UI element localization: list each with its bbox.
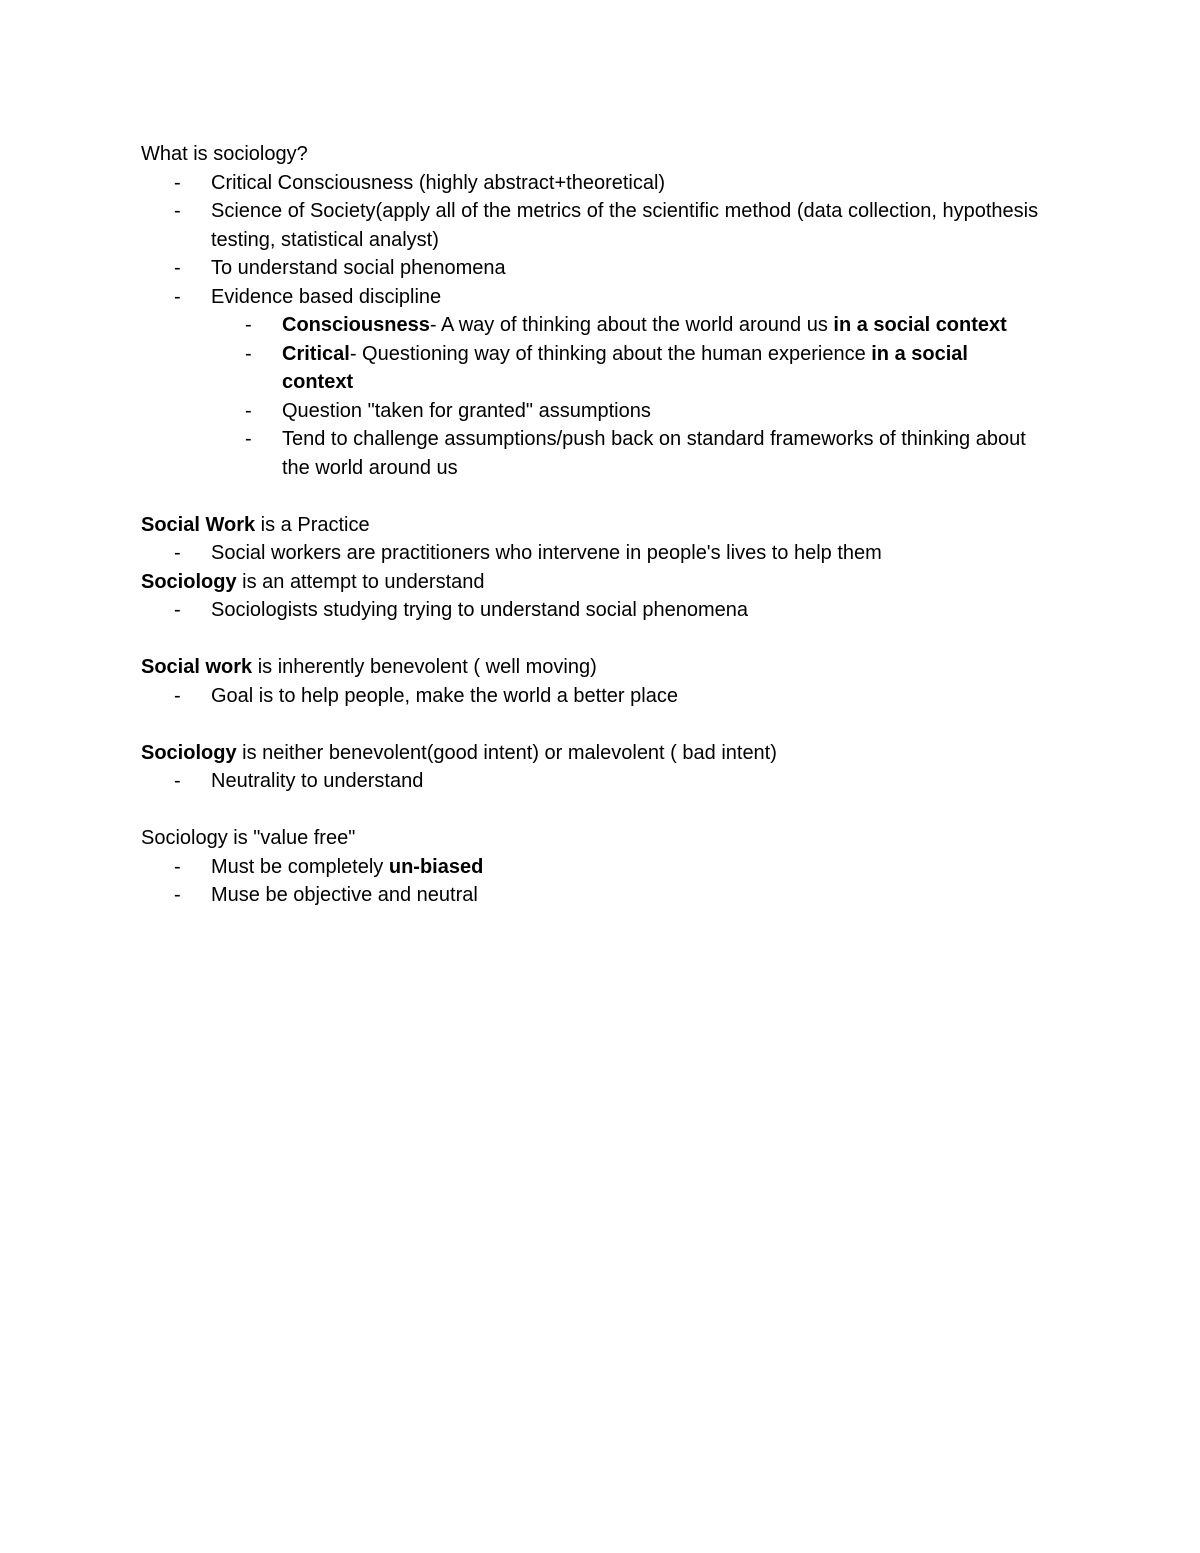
bullet-dash: - — [174, 257, 181, 279]
list-item — [141, 682, 1041, 711]
blank-line — [141, 796, 1041, 825]
section-heading-social-work-practice — [141, 511, 1041, 540]
definition-text: - Questioning way of thinking about the human experience — [349, 342, 872, 365]
sub-list-item-consciousness — [141, 311, 1041, 340]
bullet-dash: - — [245, 428, 252, 450]
blank-line — [141, 482, 1041, 511]
term-sociology: Sociology — [141, 570, 237, 593]
blank-line — [141, 625, 1041, 654]
list-item-text: Science of Society(apply all of the metrics of the scientific method (data collection, hypothesis testing, statistical analyst) — [211, 200, 1039, 251]
bullet-dash: - — [174, 884, 181, 906]
list-item — [141, 197, 1041, 254]
term-sociology: Sociology — [141, 741, 237, 764]
blank-line — [141, 710, 1041, 739]
bullet-dash: - — [174, 599, 181, 621]
list-item-text: Tend to challenge assumptions/push back on standard frameworks of thinking about the world around us — [282, 428, 1026, 479]
bullet-dash: - — [245, 314, 252, 336]
bullet-dash: - — [174, 200, 181, 222]
emphasis-text: un-biased — [388, 855, 484, 878]
emphasis-text: in a social context — [833, 314, 1007, 336]
list-item — [141, 169, 1041, 198]
list-item-text: Question "taken for granted" assumptions — [282, 399, 651, 422]
bullet-dash: - — [245, 399, 252, 422]
document-body — [141, 140, 1041, 910]
list-item — [141, 254, 1041, 283]
sub-list-item — [141, 425, 1041, 482]
term-consciousness: Consciousness — [282, 314, 430, 336]
heading-text: is an attempt to understand — [236, 570, 485, 593]
list-item-text: Evidence based discipline — [211, 285, 442, 308]
list-item — [141, 596, 1041, 625]
list-item-text: Must be completely — [211, 855, 389, 878]
bullet-dash: - — [174, 855, 181, 878]
heading-text: is inherently benevolent ( well moving) — [252, 656, 597, 678]
section-heading-value-free: Sociology is "value free" — [141, 827, 356, 849]
bullet-dash: - — [174, 542, 181, 564]
list-item — [141, 539, 1041, 568]
list-item-text: To understand social phenomena — [211, 257, 506, 279]
heading-text: is a Practice — [255, 513, 370, 536]
sub-list-item-critical — [141, 340, 1041, 397]
term-social-work: Social work — [141, 656, 253, 678]
list-item-text: Social workers are practitioners who intervene in people's lives to help them — [211, 542, 882, 564]
heading-text: is neither benevolent(good intent) or malevolent ( bad intent) — [236, 741, 777, 764]
bullet-dash: - — [245, 342, 252, 365]
term-critical: Critical — [282, 342, 350, 365]
definition-text: - A way of thinking about the world around us — [429, 314, 834, 336]
list-item-text: Sociologists studying trying to understand social phenomena — [211, 599, 748, 621]
list-item — [141, 853, 1041, 882]
sub-list-item — [141, 397, 1041, 426]
list-item — [141, 881, 1041, 910]
list-item-text: Goal is to help people, make the world a better place — [211, 684, 678, 707]
list-item — [141, 283, 1041, 312]
bullet-dash: - — [174, 770, 181, 792]
section-heading-what-is-sociology: What is sociology? — [141, 143, 308, 165]
bullet-dash: - — [174, 285, 181, 308]
bullet-dash: - — [174, 684, 181, 707]
section-heading-sociology-attempt — [141, 568, 1041, 597]
section-heading-sociology-neither — [141, 739, 1041, 768]
list-item-text: Critical Consciousness (highly abstract+theoretical) — [211, 171, 666, 194]
list-item-text: Muse be objective and neutral — [211, 884, 478, 906]
section-heading-social-work-benevolent — [141, 653, 1041, 682]
list-item — [141, 767, 1041, 796]
emphasis-text: in a social context — [282, 342, 968, 393]
list-item-text: Neutrality to understand — [211, 770, 424, 792]
term-social-work: Social Work — [141, 513, 256, 536]
bullet-dash: - — [174, 171, 181, 194]
